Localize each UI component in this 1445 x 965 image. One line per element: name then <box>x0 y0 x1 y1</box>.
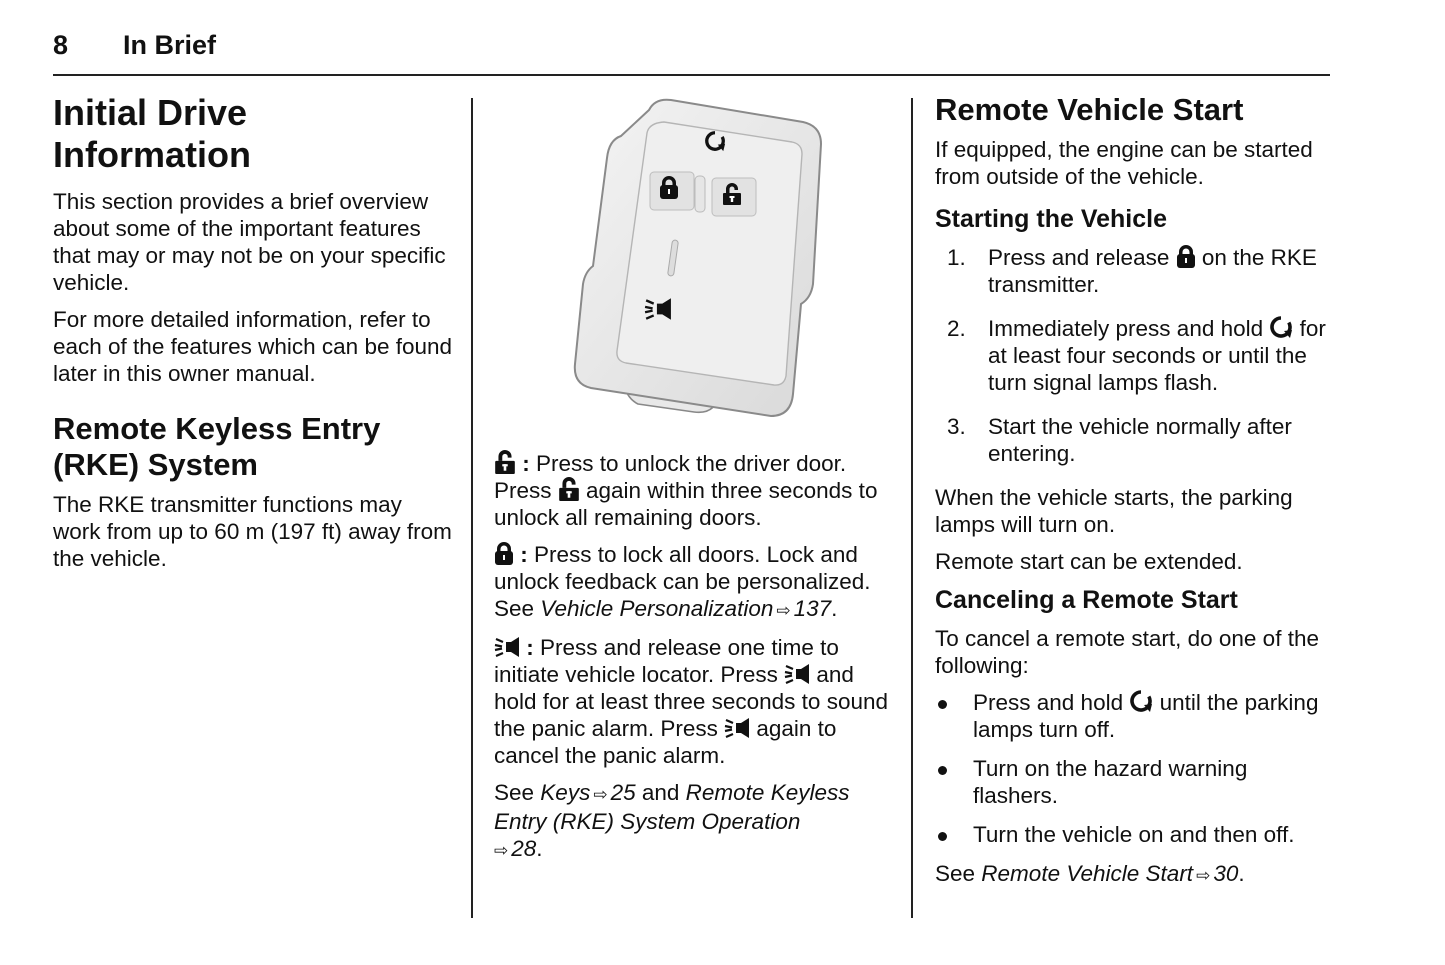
xref-vehicle-personalization[interactable]: Vehicle Personalization <box>540 596 774 621</box>
page-ref-arrow-icon: ⇨ <box>494 841 509 860</box>
intro-paragraph: For more detailed information, refer to each of the features which can be found later in this owner manual. <box>53 307 453 386</box>
xref-remote-vehicle-start[interactable]: Remote Vehicle Start <box>981 861 1194 886</box>
cancel-options-list <box>935 689 1335 848</box>
header-rule <box>53 74 1330 76</box>
column-divider-2 <box>911 98 913 918</box>
lock-description: : Press to lock all doors. Lock and unlock feedback can be personalized. See Vehicle Personalization ⇨ 137. <box>494 542 871 621</box>
page-ref-arrow-icon: ⇨ <box>593 785 608 804</box>
column-initial-drive <box>53 92 453 582</box>
page-ref-arrow-icon: ⇨ <box>1196 866 1211 885</box>
section-name: In Brief <box>123 30 217 60</box>
xref-keys[interactable]: Keys <box>540 780 591 805</box>
xref-rke-operation[interactable]: Remote Keyless Entry (RKE) System Operation <box>494 780 850 834</box>
bullet-icon <box>938 766 947 775</box>
bullet-icon <box>938 700 947 709</box>
cancel-intro: To cancel a remote start, do one of the following: <box>935 626 1319 678</box>
canceling-heading: Canceling a Remote Start <box>935 586 1238 614</box>
xref-page[interactable]: 25 <box>610 780 636 805</box>
list-item: 1. Press and release on the RKE transmitter. <box>947 245 1317 297</box>
lock-icon <box>494 541 514 565</box>
remote-start-icon <box>1269 315 1293 339</box>
remote-start-icon <box>1129 689 1153 713</box>
xref-page[interactable]: 30 <box>1213 861 1239 886</box>
list-item: Turn the vehicle on and then off. <box>935 821 1335 848</box>
remote-start-intro: If equipped, the engine can be started from outside of the vehicle. <box>935 137 1313 189</box>
xref-page[interactable]: 137 <box>793 596 832 621</box>
unlock-icon <box>494 450 516 474</box>
panic-alarm-icon <box>724 717 750 739</box>
unlock-description: : Press to unlock the driver door. Press again within three seconds to unlock all remaining doors. <box>494 451 878 530</box>
extend-text: Remote start can be extended. <box>935 549 1243 574</box>
xref-page[interactable]: 28 <box>511 836 537 861</box>
list-item: Press and hold until the parking lamps turn off. <box>935 689 1335 743</box>
list-item: 3. Start the vehicle normally after entering. <box>947 414 1292 466</box>
starting-vehicle-heading: Starting the Vehicle <box>935 205 1168 233</box>
page-ref-arrow-icon: ⇨ <box>776 601 791 620</box>
after-start-text: When the vehicle starts, the parking lamps will turn on. <box>935 485 1293 537</box>
page-number: 8 <box>53 30 69 60</box>
section-title-initial-drive: Initial Drive Information <box>53 92 251 175</box>
section-title-remote-start: Remote Vehicle Start <box>935 92 1244 127</box>
rke-heading: Remote Keyless Entry (RKE) System <box>53 411 381 482</box>
column-remote-start <box>935 92 1335 899</box>
see-remote-start-reference: See Remote Vehicle Start ⇨ 30. <box>935 861 1245 886</box>
list-item: Turn on the hazard warning flashers. <box>935 755 1335 809</box>
panic-description: : Press and release one time to initiate vehicle locator. Press and hold for at least three seconds to sound the panic alarm. Press again to cancel the panic alarm. <box>494 635 889 768</box>
unlock-icon <box>558 477 580 501</box>
panic-alarm-icon <box>494 636 520 658</box>
lock-icon <box>1176 244 1196 268</box>
running-header <box>53 30 216 61</box>
list-item: 2. Immediately press and hold for at least four seconds or until the turn signal lamps flash. <box>947 316 1326 395</box>
column-rke-buttons <box>494 92 894 874</box>
rke-range-text: The RKE transmitter functions may work from up to 60 m (197 ft) away from the vehicle. <box>53 492 452 571</box>
intro-paragraph: This section provides a brief overview about some of the important features that may or may not be on your specific vehicle. <box>53 189 446 295</box>
starting-steps-list <box>935 244 1335 467</box>
key-fob-illustration <box>494 92 894 422</box>
column-divider-1 <box>471 98 473 918</box>
panic-alarm-icon <box>784 663 810 685</box>
bullet-icon <box>938 832 947 841</box>
see-also-references: See Keys ⇨ 25 and Remote Keyless Entry (RKE) System Operation ⇨ 28. <box>494 780 850 861</box>
